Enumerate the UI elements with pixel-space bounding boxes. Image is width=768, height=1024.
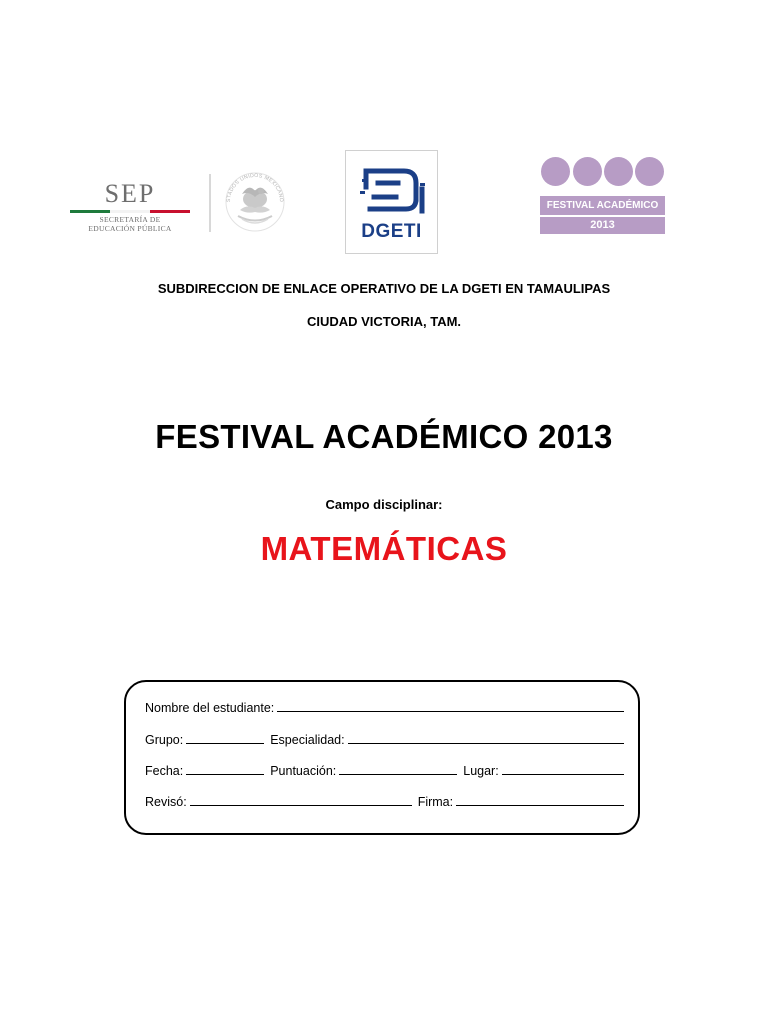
firma-field[interactable] (456, 805, 624, 806)
dgeti-wordmark: DGETI (361, 221, 422, 242)
form-row-nombre (145, 697, 624, 715)
lugar-label: Lugar: (463, 764, 499, 778)
especialidad-label: Especialidad: (270, 733, 345, 747)
logo-divider (209, 174, 211, 232)
subject-title: MATEMÁTICAS (260, 530, 508, 567)
reviso-field[interactable] (190, 805, 412, 806)
festival-dot-3 (604, 157, 633, 186)
dgeti-emblem-icon (346, 151, 437, 219)
festival-logo-year: 2013 (540, 217, 665, 234)
puntuacion-field[interactable] (339, 774, 457, 775)
sep-green-stripe (70, 210, 110, 213)
festival-logo-label: FESTIVAL ACADÉMICO (540, 196, 665, 215)
nombre-field[interactable] (277, 711, 624, 712)
sep-logo-title: SEP (104, 179, 156, 208)
city-heading: CIUDAD VICTORIA, TAM. (306, 314, 462, 329)
grupo-field[interactable] (186, 743, 264, 744)
form-row-grupo (145, 729, 624, 747)
fecha-label: Fecha: (145, 764, 184, 778)
nombre-label: Nombre del estudiante: (145, 701, 275, 715)
firma-label: Firma: (417, 795, 454, 809)
sep-red-stripe (150, 210, 190, 213)
sep-logo (70, 180, 190, 232)
grupo-label: Grupo: (145, 733, 184, 747)
fecha-field[interactable] (186, 774, 264, 775)
festival-logo (540, 157, 665, 235)
festival-dot-1 (541, 157, 570, 186)
student-info-form (124, 680, 640, 835)
form-row-reviso (145, 791, 624, 809)
page-title: FESTIVAL ACADÉMICO 2013 (155, 418, 613, 455)
lugar-field[interactable] (502, 774, 624, 775)
festival-dot-4 (635, 157, 664, 186)
especialidad-field[interactable] (348, 743, 624, 744)
dgeti-logo (345, 150, 438, 254)
festival-dot-2 (573, 157, 602, 186)
puntuacion-label: Puntuación: (270, 764, 337, 778)
eagle-seal-icon (220, 164, 290, 234)
seal-text: STADOS UNIDOS MEXICANO (225, 172, 285, 203)
form-row-fecha (145, 760, 624, 778)
sep-white-stripe (110, 210, 150, 213)
sep-logo-subtitle-2: EDUCACIÓN PÚBLICA (88, 224, 172, 233)
campo-label: Campo disciplinar: (325, 497, 443, 512)
office-heading: SUBDIRECCION DE ENLACE OPERATIVO DE LA DGETI EN TAMAULIPAS (157, 281, 611, 296)
sep-logo-subtitle-1: SECRETARÍA DE (99, 215, 161, 224)
reviso-label: Revisó: (145, 795, 187, 809)
